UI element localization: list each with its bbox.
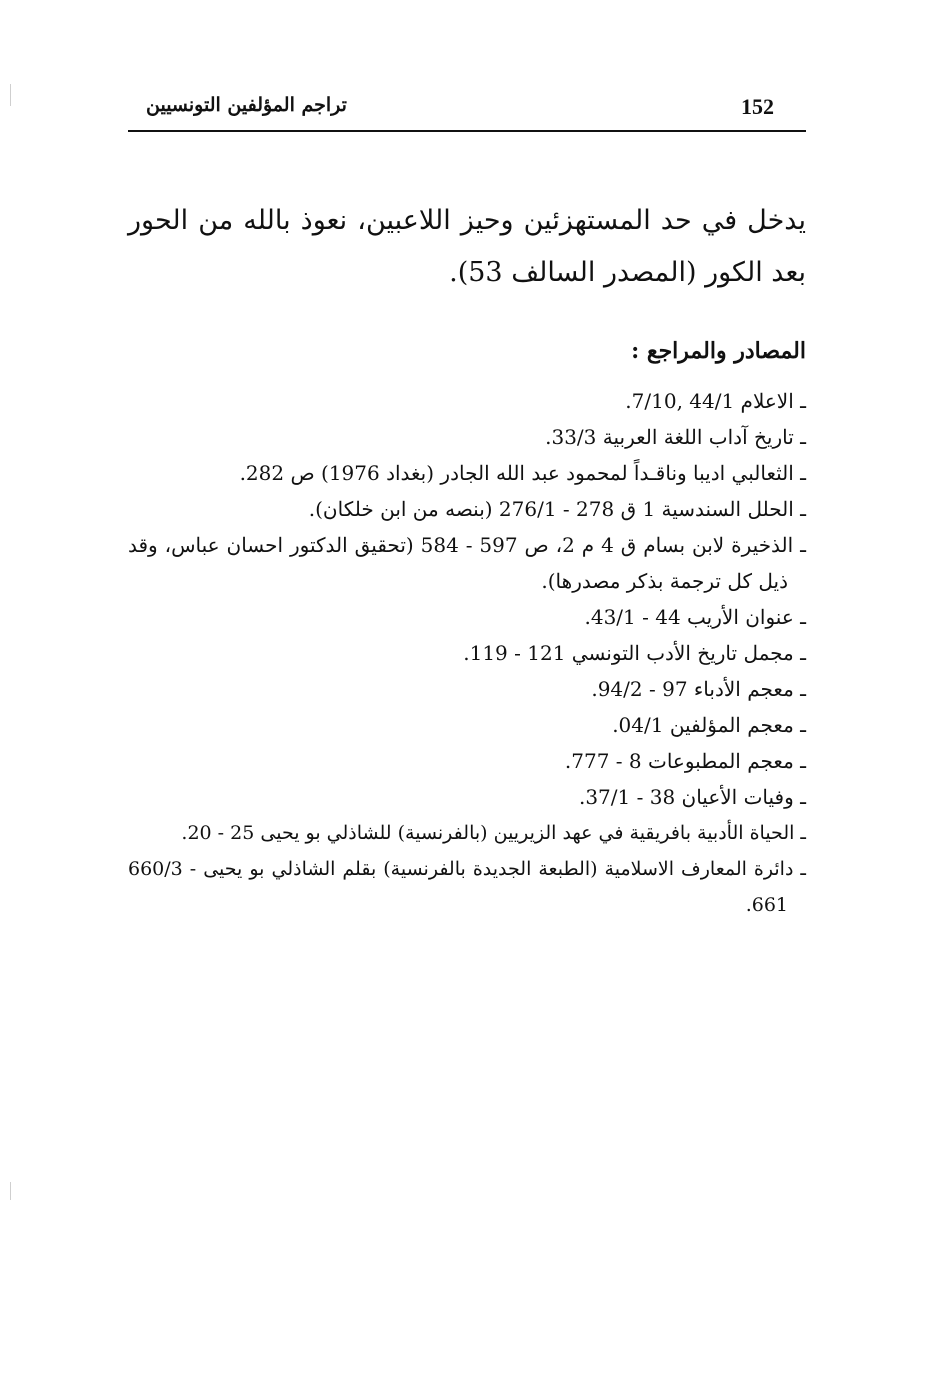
intro-paragraph: يدخل في حد المستهزئين وحيز اللاعبين، نعوذ بالله من الحور بعد الكور (المصدر السالف 53).: [128, 205, 806, 288]
references-list: [128, 383, 806, 923]
page-header: [128, 88, 806, 132]
reference-item: ـ تاريخ آداب اللغة العربية ‎33/3‏.: [545, 425, 806, 449]
reference-item: ـ الاعلام ‎7/10, 44/1‏.: [625, 389, 806, 413]
reference-item: ـ معجم الأدباء ‎94/2 - 97‏.: [591, 677, 806, 701]
reference-item: ـ وفيات الأعيان ‎37/1 - 38‏.: [578, 785, 806, 809]
reference-item: ـ دائرة المعارف الاسلامية (الطبعة الجديدة بالفرنسية) بقلم الشاذلي بو يحيى ‎660/3 - 661‏.: [128, 858, 806, 916]
scan-edge-mark-bottom: [10, 1182, 11, 1200]
reference-item: ـ معجم المطبوعات ‎777 - 8‏.: [564, 749, 806, 773]
reference-item: ـ الذخيرة لابن بسام ق 4 م 2، ص ‎584 - 597‏ (تحقيق الدكتور احسان عباس، وقد ذيل كل ترجمة بذكر مصدرها).: [128, 533, 806, 593]
references-heading: المصادر والمراجع :: [631, 338, 806, 364]
reference-item: ـ عنوان الأريب ‎43/1 - 44‏.: [584, 605, 806, 629]
reference-item: ـ الحياة الأدبية بافريقية في عهد الزيريين (بالفرنسية) للشاذلي بو يحيى ‎20 - 25‏.: [181, 822, 806, 844]
reference-item: ـ معجم المؤلفين ‎04/1‏.: [612, 713, 806, 737]
reference-item: ـ الحلل السندسية 1 ق ‎276/1 - 278‏ (بنصه من ابن خلكان).: [308, 497, 806, 521]
reference-item: ـ مجمل تاريخ الأدب التونسي ‎119 - 121‏.: [463, 641, 806, 665]
reference-item: ـ الثعالبي اديبا وناقـداً لمحمود عبد الله الجادر (بغداد 1976) ص 282.: [239, 461, 806, 485]
scan-edge-mark-top: [10, 84, 11, 106]
running-title: تراجم المؤلفين التونسيين: [146, 94, 347, 116]
page-number: 152: [741, 94, 774, 119]
